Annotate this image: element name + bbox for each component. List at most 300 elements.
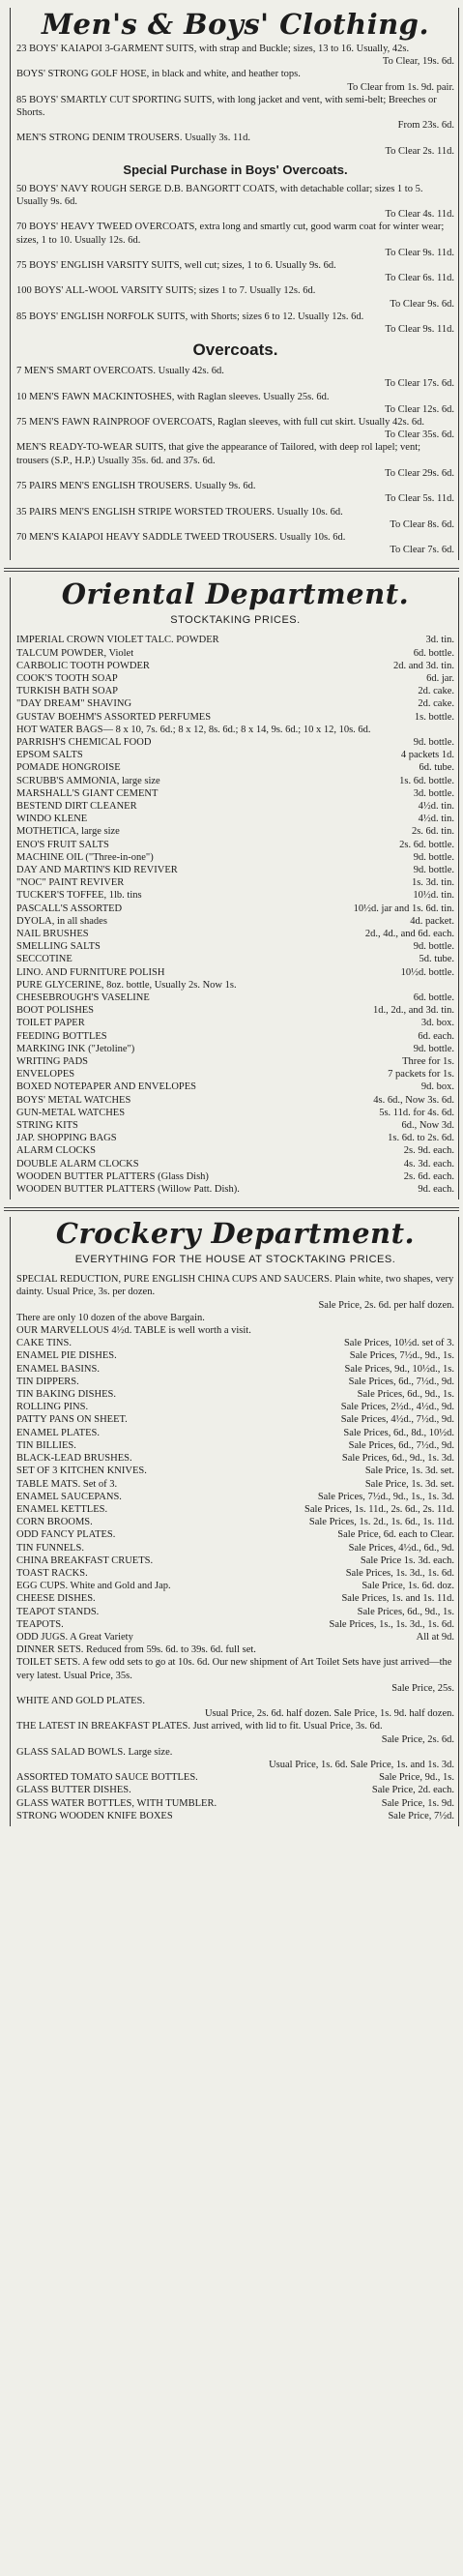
item-price: To Clear 12s. 6d. (385, 403, 454, 415)
listing-item (16, 94, 454, 133)
listing-item (16, 724, 454, 736)
clothing-title: Men's & Boys' Clothing. (41, 8, 430, 41)
item-price: All at 9d. (416, 1631, 454, 1643)
item-price: 2s. 6d. bottle. (399, 839, 454, 850)
listing-item (16, 1592, 454, 1605)
listing-item (16, 1388, 454, 1401)
item-description: GLASS SALAD BOWLS. Large size. (16, 1746, 173, 1758)
item-price: To Clear 2s. 11d. (385, 145, 454, 157)
listing-item (16, 1656, 454, 1695)
item-description: CARBOLIC TOOTH POWDER (16, 660, 150, 671)
item-price: 10½d. bottle. (400, 966, 454, 978)
item-price: Sale Price, 2s. 6d. (381, 1733, 454, 1745)
item-price: To Clear 5s. 11d. (385, 493, 454, 505)
item-description: 7 MEN'S SMART OVERCOATS. Usually 42s. 6d. (16, 366, 224, 377)
item-description: ENO'S FRUIT SALTS (16, 839, 109, 850)
listing-item (16, 1413, 454, 1426)
item-description: TIN DIPPERS. (16, 1376, 79, 1387)
item-description: NAIL BRUSHES (16, 928, 89, 939)
item-description: TEAPOT STANDS. (16, 1606, 100, 1617)
item-price: 4½d. tin. (418, 814, 454, 825)
item-description: MARKING INK ("Jetoline") (16, 1043, 135, 1054)
listing-item (16, 1017, 454, 1029)
item-description: CHESEBROUGH'S VASELINE (16, 992, 150, 1003)
item-description: SPECIAL REDUCTION, PURE ENGLISH CHINA CUPS AND SAUCERS. Plain white, two shapes, very dainty. Usual Price, 3s. per dozen. (16, 1274, 454, 1298)
item-description: ASSORTED TOMATO SAUCE BOTTLES. (16, 1772, 198, 1784)
oriental-subheading: STOCKTAKING PRICES. (170, 614, 301, 627)
listing-item (16, 1452, 454, 1465)
item-description: IMPERIAL CROWN VIOLET TALC. POWDER (16, 635, 219, 646)
item-price: To Clear, 19s. 6d. (382, 56, 454, 68)
listing-item (16, 259, 454, 284)
listing-item (16, 851, 454, 864)
listing-item (16, 1170, 454, 1183)
item-description: WINDO KLENE (16, 814, 88, 825)
item-description: ENAMEL PLATES. (16, 1427, 100, 1438)
item-price: To Clear 35s. 6d. (385, 429, 454, 441)
item-description: TIN BILLIES. (16, 1439, 76, 1451)
item-description: DINNER SETS. Reduced from 59s. 6d. to 39s. 6d. full set. (16, 1644, 256, 1656)
listing-item (16, 660, 454, 672)
item-description: 75 BOYS' ENGLISH VARSITY SUITS, well cut; sizes, 1 to 6. Usually 9s. 6d. (16, 260, 336, 272)
item-description: STRONG WOODEN KNIFE BOXES (16, 1810, 173, 1821)
item-description: CHINA BREAKFAST CRUETS. (16, 1554, 154, 1566)
item-price: 9d. bottle. (413, 864, 454, 875)
item-price: 1s. 3d. tin. (411, 877, 454, 889)
item-price: 6d. tube. (419, 762, 454, 774)
listing-item (16, 1376, 454, 1388)
listing-item (16, 697, 454, 710)
listing-item (16, 775, 454, 787)
listing-item (16, 1312, 454, 1324)
section-divider (4, 1207, 459, 1211)
item-price: Sale Prices, 6d., 8d., 10½d. (343, 1427, 454, 1438)
listing-item (16, 311, 454, 336)
item-description: ROLLING PINS. (16, 1402, 89, 1413)
item-price: 9d. bottle. (413, 736, 454, 748)
listing-item (16, 979, 454, 992)
listing-item (16, 1439, 454, 1452)
listing-item (16, 1337, 454, 1349)
item-price: 2d., 4d., and 6d. each. (364, 928, 454, 939)
item-price: Sale Prices, 1s., 1s. 3d., 1s. 6d. (329, 1618, 454, 1630)
crockery-subheading: EVERYTHING FOR THE HOUSE AT STOCKTAKING PRICES. (74, 1254, 396, 1266)
item-price: 2d. cake. (418, 698, 454, 710)
item-description: GLASS BUTTER DISHES. (16, 1785, 131, 1796)
listing-item (16, 1810, 454, 1822)
item-price: To Clear 17s. 6d. (385, 378, 454, 390)
listing-item (16, 1094, 454, 1107)
item-description: COOK'S TOOTH SOAP (16, 672, 118, 684)
listing-item (16, 480, 454, 505)
item-description: 75 MEN'S FAWN RAINPROOF OVERCOATS, Raglan sleeves, with full cut skirt. Usually 42s. 6d. (16, 417, 425, 429)
listing-item (16, 1720, 454, 1745)
item-price: Sale Prices, 6d., 9d., 1s. (357, 1389, 454, 1401)
listing-item (16, 634, 454, 646)
listing-item (16, 876, 454, 889)
item-price: 4d. packet. (410, 915, 454, 927)
item-price: From 23s. 6d. (397, 120, 454, 132)
listing-item (16, 1554, 454, 1567)
item-price: Sale Prices, 6d., 7½d., 9d. (348, 1439, 454, 1451)
item-price: To Clear 4s. 11d. (385, 209, 454, 221)
item-description: FEEDING BOTTLES (16, 1030, 107, 1042)
item-description: TURKISH BATH SOAP (16, 686, 119, 697)
item-description: 70 BOYS' HEAVY TWEED OVERCOATS, extra long and smartly cut, good warm coat for winter wear; sizes, 1 to 10. Usually 12s. 6d. (16, 222, 445, 246)
item-description: PURE GLYCERINE, 8oz. bottle, Usually 2s. Now 1s. (16, 979, 237, 991)
item-price: 2s. 6d. each. (403, 1170, 454, 1182)
item-description: 85 BOYS' ENGLISH NORFOLK SUITS, with Shorts; sizes 6 to 12. Usually 12s. 6d. (16, 311, 364, 322)
item-price: 9d. bottle. (413, 1043, 454, 1054)
item-price: To Clear 9s. 11d. (385, 324, 454, 336)
listing-item (16, 1643, 454, 1656)
item-price: Sale Price, 2s. 6d. per half dozen. (318, 1299, 454, 1311)
item-description: "NOC" PAINT REVIVER (16, 877, 125, 889)
item-description: EGG CUPS. White and Gold and Jap. (16, 1581, 171, 1592)
item-description: MOTHETICA, large size (16, 826, 120, 838)
item-price: 2s. 6d. tin. (411, 826, 454, 838)
listing-item (16, 787, 454, 800)
item-description: TALCUM POWDER, Violet (16, 647, 134, 659)
item-description: TOAST RACKS. (16, 1567, 88, 1579)
listing-item (16, 1324, 454, 1337)
listing-item (16, 1580, 454, 1592)
item-price: Sale Price, 7½d. (388, 1810, 454, 1821)
item-price: 4½d. tin. (418, 800, 454, 812)
item-price: Usual Price, 2s. 6d. half dozen. Sale Price, 1s. 9d. half dozen. (204, 1708, 454, 1720)
listing-item (16, 825, 454, 838)
listing-item (16, 749, 454, 761)
item-price: 9d. box. (420, 1081, 454, 1093)
listing-item (16, 889, 454, 902)
item-price: 7 packets for 1s. (388, 1069, 454, 1081)
item-description: 23 BOYS' KAIAPOI 3-GARMENT SUITS, with strap and Buckle; sizes, 13 to 16. Usually, 42s. (16, 44, 410, 54)
item-price: Three for 1s. (402, 1056, 454, 1068)
item-description: BOXED NOTEPAPER AND ENVELOPES (16, 1081, 197, 1093)
listing-item (16, 992, 454, 1004)
listing-item (16, 1784, 454, 1796)
item-price: Sale Price, 25s. (391, 1682, 454, 1694)
item-price: Sale Prices, 1s. 11d., 2s. 6d., 2s. 11d. (304, 1503, 454, 1515)
item-price: Usual Price, 1s. 6d. Sale Price, 1s. and 1s. 3d. (269, 1759, 454, 1770)
item-price: 2d. cake. (418, 686, 454, 697)
item-description: WRITING PADS (16, 1056, 88, 1068)
item-description: TOILET SETS. A few odd sets to go at 10s. 6d. Our new shipment of Art Toilet Sets have just arrived—the very latest. Usual Price, 35s. (16, 1657, 452, 1681)
item-price: To Clear 9s. 6d. (390, 298, 454, 310)
item-description: POMADE HONGROISE (16, 762, 121, 774)
item-price: Sale Price, 6d. each to Clear. (337, 1529, 454, 1541)
listing-item (16, 1158, 454, 1170)
item-price: Sale Price, 1s. 6d. doz. (362, 1581, 454, 1592)
item-description: GUN-METAL WATCHES (16, 1107, 126, 1118)
listing-item (16, 132, 454, 157)
item-description: SCRUBB'S AMMONIA, large size (16, 775, 160, 786)
listing-item (16, 685, 454, 697)
item-description: ENAMEL KETTLES. (16, 1503, 108, 1515)
item-price: Sale Price, 9d., 1s. (379, 1772, 454, 1784)
item-description: 10 MEN'S FAWN MACKINTOSHES, with Raglan sleeves. Usually 25s. 6d. (16, 391, 330, 402)
listing-item (16, 1055, 454, 1068)
listing-item (16, 1427, 454, 1439)
listing-item (16, 1503, 454, 1516)
listing-item (16, 43, 454, 68)
listing-item (16, 1465, 454, 1477)
listing-item (16, 1183, 454, 1196)
item-description: 85 BOYS' SMARTLY CUT SPORTING SUITS, with long jacket and vent, with semi-belt; Breeches or Shorts. (16, 94, 437, 119)
overcoats-heading: Overcoats. (192, 341, 278, 360)
item-price: Sale Prices, 4½d., 7½d., 9d. (340, 1414, 454, 1426)
listing-item (16, 928, 454, 940)
item-price: Sale Prices, 7½d., 9d., 1s., 1s. 3d. (317, 1491, 454, 1502)
item-description: BOYS' METAL WATCHES (16, 1094, 131, 1106)
item-price: 10½d. tin. (413, 890, 454, 902)
listing-item (16, 1516, 454, 1528)
item-price: 6d. bottle. (413, 992, 454, 1003)
item-description: LINO. AND FURNITURE POLISH (16, 966, 165, 978)
item-description: TIN BAKING DISHES. (16, 1389, 116, 1401)
item-description: PATTY PANS ON SHEET. (16, 1414, 128, 1426)
section-divider (4, 568, 459, 572)
item-price: 5s. 11d. for 4s. 6d. (379, 1107, 454, 1118)
item-description: GUSTAV BOEHM'S ASSORTED PERFUMES (16, 711, 212, 723)
item-description: BOOT POLISHES (16, 1005, 95, 1017)
listing-item (16, 915, 454, 928)
listing-item (16, 531, 454, 556)
item-price: Sale Prices, 7½d., 9d., 1s. (349, 1350, 454, 1362)
item-price: Sale Price, 1s. 3d. set. (364, 1478, 454, 1490)
listing-item (16, 1528, 454, 1541)
item-description: ENVELOPES (16, 1069, 75, 1081)
item-price: 2d. and 3d. tin. (393, 660, 454, 671)
listing-item (16, 1606, 454, 1618)
listing-item (16, 940, 454, 953)
item-price: Sale Prices, 1s. 2d., 1s. 6d., 1s. 11d. (308, 1517, 454, 1528)
item-price: 9d. each. (418, 1184, 454, 1196)
item-description: 50 BOYS' NAVY ROUGH SERGE D.B. BANGORTT COATS, with detachable collar; sizes 1 to 5. Usually 9s. 6d. (16, 183, 423, 208)
item-price: 4s. 3d. each. (403, 1158, 454, 1170)
item-description: 35 PAIRS MEN'S ENGLISH STRIPE WORSTED TROUERS. Usually 10s. 6d. (16, 506, 343, 518)
special-purchase-heading: Special Purchase in Boys' Overcoats. (123, 162, 348, 177)
oriental-list (16, 634, 454, 1196)
item-description: SMELLING SALTS (16, 941, 101, 953)
listing-item (16, 441, 454, 480)
clothing-list (16, 43, 454, 158)
item-price: 3d. bottle. (413, 787, 454, 799)
listing-item (16, 1004, 454, 1017)
listing-item (16, 1401, 454, 1413)
item-description: ENAMEL BASINS. (16, 1363, 100, 1375)
listing-item (16, 647, 454, 660)
item-price: 1s. 6d. to 2s. 6d. (388, 1133, 454, 1144)
item-description: BOYS' STRONG GOLF HOSE, in black and white, and heather tops. (16, 69, 301, 80)
listing-item (16, 1030, 454, 1043)
item-price: Sale Prices, 2½d., 4½d., 9d. (340, 1402, 454, 1413)
item-description: GLASS WATER BOTTLES, WITH TUMBLER. (16, 1797, 217, 1809)
item-description: THE LATEST IN BREAKFAST PLATES. Just arrived, with lid to fit. Usual Price, 3s. 6d. (16, 1721, 383, 1732)
item-description: CHEESE DISHES. (16, 1593, 96, 1605)
listing-item (16, 1119, 454, 1132)
item-description: DAY AND MARTIN'S KID REVIVER (16, 864, 178, 875)
listing-item (16, 966, 454, 979)
item-description: ENAMEL PIE DISHES. (16, 1350, 117, 1362)
item-description: ODD FANCY PLATES. (16, 1529, 116, 1541)
item-description: CAKE TINS. (16, 1338, 72, 1349)
item-description: ODD JUGS. A Great Variety (16, 1631, 133, 1643)
item-price: 6d. jar. (426, 672, 454, 684)
item-description: 75 PAIRS MEN'S ENGLISH TROUSERS. Usually 9s. 6d. (16, 481, 256, 492)
item-price: 1d., 2d., and 3d. tin. (373, 1005, 454, 1017)
overcoats-list (16, 365, 454, 556)
crockery-section (10, 1217, 459, 1826)
item-description: There are only 10 dozen of the above Bargain. (16, 1312, 205, 1323)
oriental-title: Oriental Department. (61, 577, 410, 611)
item-price: To Clear 8s. 6d. (390, 518, 454, 530)
item-description: JAP. SHOPPING BAGS (16, 1133, 117, 1144)
listing-item (16, 1631, 454, 1643)
item-price: Sale Prices, 1s. 3d., 1s. 6d. (345, 1567, 454, 1579)
item-price: 3d. tin. (425, 635, 454, 646)
item-description: SECCOTINE (16, 954, 72, 965)
item-price: 6d. bottle. (413, 647, 454, 659)
item-price: 9d. bottle. (413, 851, 454, 863)
listing-item (16, 1081, 454, 1093)
listing-item (16, 416, 454, 441)
item-description: 70 MEN'S KAIAPOI HEAVY SADDLE TWEED TROUSERS. Usually 10s. 6d. (16, 531, 346, 543)
item-description: 100 BOYS' ALL-WOOL VARSITY SUITS; sizes 1 to 7. Usually 12s. 6d. (16, 285, 316, 297)
item-description: PASCALL'S ASSORTED (16, 903, 123, 914)
item-description: TIN FUNNELS. (16, 1542, 84, 1554)
item-price: To Clear 29s. 6d. (385, 467, 454, 479)
listing-item (16, 903, 454, 915)
item-price: Sale Prices, 10½d. set of 3. (343, 1338, 454, 1349)
item-price: Sale Prices, 6d., 7½d., 9d. (348, 1376, 454, 1387)
item-price: Sale Prices, 6d., 9d., 1s. (357, 1606, 454, 1617)
listing-item (16, 736, 454, 749)
listing-item (16, 1043, 454, 1055)
listing-item (16, 864, 454, 876)
listing-item (16, 1797, 454, 1810)
listing-item (16, 183, 454, 222)
item-price: Sale Price 1s. 3d. each. (360, 1554, 454, 1566)
item-price: 1s. bottle. (414, 711, 454, 723)
listing-item (16, 1273, 454, 1312)
clothing-section (10, 8, 459, 560)
item-description: PARRISH'S CHEMICAL FOOD (16, 736, 152, 748)
listing-item (16, 711, 454, 724)
listing-item (16, 1771, 454, 1784)
item-price: 10½d. jar and 1s. 6d. tin. (353, 903, 454, 914)
listing-item (16, 1618, 454, 1631)
item-description: HOT WATER BAGS— 8 x 10, 7s. 6d.; 8 x 12, 8s. 6d.; 8 x 14, 9s. 6d.; 10 x 12, 10s. 6d. (16, 724, 371, 735)
item-description: TOILET PAPER (16, 1018, 85, 1029)
item-description: DOUBLE ALARM CLOCKS (16, 1158, 139, 1170)
item-price: Sale Price, 1s. 9d. (381, 1797, 454, 1809)
listing-item (16, 1567, 454, 1580)
item-description: CORN BROOMS. (16, 1517, 93, 1528)
listing-item (16, 1478, 454, 1491)
item-description: DYOLA, in all shades (16, 915, 107, 927)
item-price: Sale Price, 2d. each. (371, 1785, 454, 1796)
listing-item (16, 953, 454, 965)
item-price: 4 packets 1d. (400, 750, 454, 761)
item-price: Sale Prices, 9d., 10½d., 1s. (344, 1363, 454, 1375)
item-price: 2s. 9d. each. (403, 1145, 454, 1157)
listing-item (16, 1349, 454, 1362)
item-description: BLACK-LEAD BRUSHES. (16, 1453, 132, 1465)
item-price: Sale Prices, 1s. and 1s. 11d. (341, 1593, 454, 1605)
item-price: Sale Price, 1s. 3d. set. (364, 1466, 454, 1477)
listing-item (16, 68, 454, 93)
listing-item (16, 1144, 454, 1157)
item-description: TABLE MATS. Set of 3. (16, 1478, 118, 1490)
item-description: BESTEND DIRT CLEANER (16, 800, 137, 812)
item-description: TUCKER'S TOFFEE, 1lb. tins (16, 890, 142, 902)
listing-item (16, 1132, 454, 1144)
item-price: To Clear 6s. 11d. (385, 273, 454, 284)
item-price: 6d. each. (418, 1030, 454, 1042)
item-description: "DAY DREAM" SHAVING (16, 698, 132, 710)
item-description: SET OF 3 KITCHEN KNIVES. (16, 1466, 147, 1477)
item-price: 4s. 6d., Now 3s. 6d. (373, 1094, 454, 1106)
item-description: MEN'S READY-TO-WEAR SUITS, that give the appearance of Tailored, with deep rol lapel; vent; trousers (S.P., H.P.) Usually 35s. 6d. and 37s. 6d. (16, 442, 421, 466)
item-description: ENAMEL SAUCEPANS. (16, 1491, 122, 1502)
listing-item (16, 839, 454, 851)
item-description: MARSHALL'S GIANT CEMENT (16, 787, 159, 799)
item-price: To Clear 9s. 11d. (385, 247, 454, 258)
listing-item (16, 1107, 454, 1119)
item-description: WOODEN BUTTER PLATTERS (Willow Patt. Dish). (16, 1184, 240, 1196)
listing-item (16, 284, 454, 310)
listing-item (16, 800, 454, 813)
listing-item (16, 1746, 454, 1771)
item-description: MACHINE OIL ("Three-in-one") (16, 851, 154, 863)
item-description: WOODEN BUTTER PLATTERS (Glass Dish) (16, 1170, 209, 1182)
listing-item (16, 221, 454, 259)
item-price: Sale Prices, 4½d., 6d., 9d. (348, 1542, 454, 1554)
item-price: 1s. 6d. bottle. (399, 775, 454, 786)
item-description: WHITE AND GOLD PLATES. (16, 1695, 145, 1706)
item-description: TEAPOTS. (16, 1618, 64, 1630)
item-description: STRING KITS (16, 1120, 78, 1132)
listing-item (16, 1491, 454, 1503)
item-description: EPSOM SALTS (16, 750, 83, 761)
listing-item (16, 1068, 454, 1081)
item-price: To Clear 7s. 6d. (390, 545, 454, 556)
item-price: Sale Prices, 6d., 9d., 1s. 3d. (341, 1453, 454, 1465)
listing-item (16, 365, 454, 390)
item-price: 5d. tube. (419, 954, 454, 965)
item-price: To Clear from 1s. 9d. pair. (347, 81, 454, 93)
item-price: 6d., Now 3d. (401, 1120, 454, 1132)
item-price: 3d. box. (420, 1018, 454, 1029)
item-description: ALARM CLOCKS (16, 1145, 96, 1157)
listing-item (16, 1542, 454, 1554)
listing-item (16, 1695, 454, 1720)
listing-item (16, 813, 454, 825)
crockery-title: Crockery Department. (55, 1217, 416, 1251)
item-description: MEN'S STRONG DENIM TROUSERS. Usually 3s. 11d. (16, 133, 250, 144)
oriental-section (10, 577, 459, 1199)
special-purchase-list (16, 183, 454, 336)
crockery-list (16, 1273, 454, 1822)
listing-item (16, 1363, 454, 1376)
listing-item (16, 391, 454, 416)
listing-item (16, 761, 454, 774)
listing-item (16, 672, 454, 685)
listing-item (16, 506, 454, 531)
item-price: 9d. bottle. (413, 941, 454, 953)
item-description: OUR MARVELLOUS 4½d. TABLE is well worth a visit. (16, 1325, 251, 1337)
